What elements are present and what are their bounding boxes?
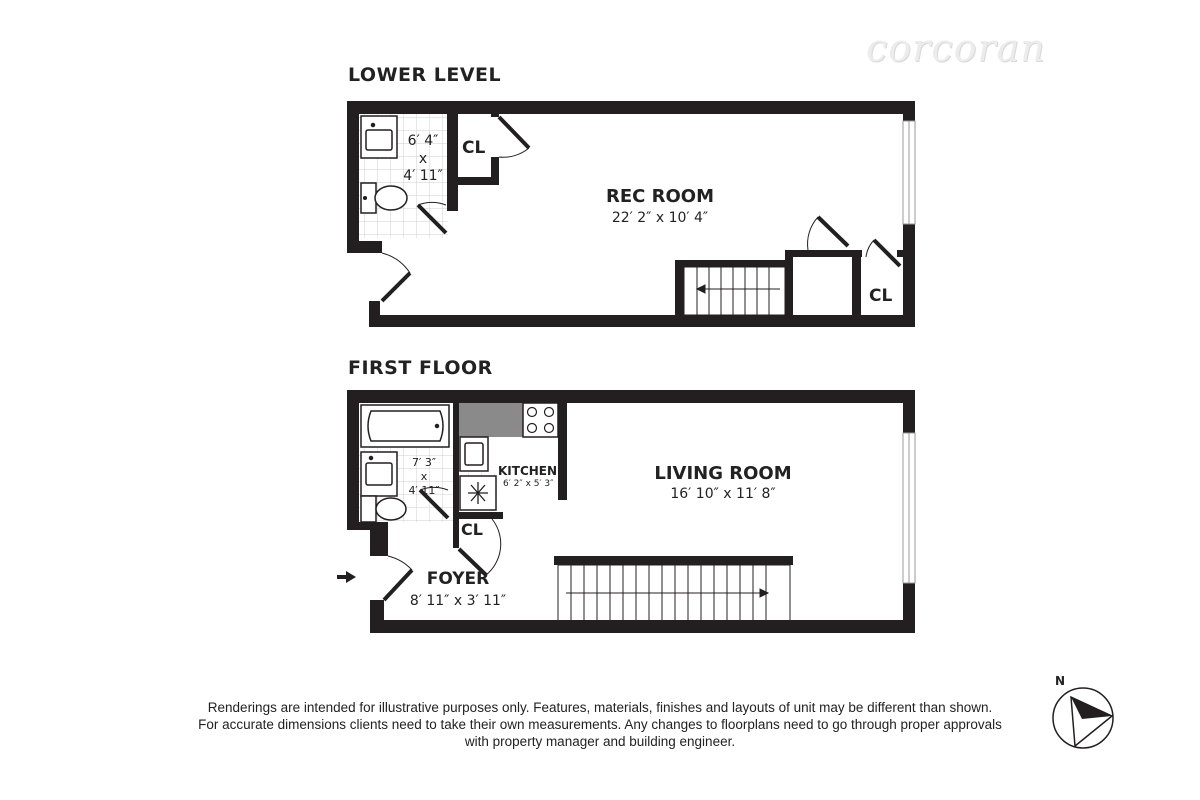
first-bath-dim-w: 7′ 3″ xyxy=(411,456,437,469)
disclaimer-line-3: with property manager and building engineer. xyxy=(464,734,736,749)
first-closet-label: CL xyxy=(461,520,483,539)
lower-bath-dims xyxy=(398,133,448,186)
lower-closet-right-label: CL xyxy=(869,286,893,306)
lower-bath-dim-h: 4′ 11″ xyxy=(403,168,443,184)
disclaimer-line-2: For accurate dimensions clients need to take their own measurements. Any changes to floorplans need to go through proper approvals xyxy=(198,717,1002,732)
entry-arrow xyxy=(337,571,356,583)
foyer-label: FOYER xyxy=(426,569,490,589)
disclaimer xyxy=(150,699,1050,750)
lower-closet-top-label: CL xyxy=(462,138,486,158)
first-stairs xyxy=(558,565,790,621)
lower-bath-dim-x: x xyxy=(418,150,428,167)
compass xyxy=(1053,688,1113,748)
refrigerator xyxy=(460,476,496,510)
bathtub xyxy=(361,405,449,447)
first-bath-dim-h: 4′ 11″ xyxy=(408,484,440,497)
rec-room-dims: 22′ 2″ x 10′ 4″ xyxy=(611,210,709,226)
lower-level-title: LOWER LEVEL xyxy=(348,64,502,86)
first-window xyxy=(903,433,915,583)
living-room-label: LIVING ROOM xyxy=(654,463,792,484)
compass-north-label: N xyxy=(1055,674,1066,688)
corcoran-logo: corcoran xyxy=(866,26,1046,70)
first-bath-dims xyxy=(404,456,444,498)
foyer-dims: 8′ 11″ x 3′ 11″ xyxy=(409,593,507,609)
first-bath-dim-x: x xyxy=(420,470,428,483)
first-floor-title: FIRST FLOOR xyxy=(348,357,493,379)
lower-window xyxy=(903,121,915,224)
lower-stairs xyxy=(684,267,785,315)
lower-bath-dim-w: 6′ 4″ xyxy=(407,133,439,149)
kitchen-label: KITCHEN xyxy=(498,464,558,478)
disclaimer-line-1: Renderings are intended for illustrative purposes only. Features, materials, finishes and layouts of unit may be different than shown. xyxy=(207,700,993,715)
kitchen-sink xyxy=(460,437,488,471)
lower-doors xyxy=(382,117,900,301)
rec-room-label: REC ROOM xyxy=(605,186,714,207)
kitchen-dims: 6′ 2″ x 5′ 3″ xyxy=(503,479,554,489)
living-room-dims: 16′ 10″ x 11′ 8″ xyxy=(670,486,776,502)
kitchen-counter xyxy=(459,403,558,437)
